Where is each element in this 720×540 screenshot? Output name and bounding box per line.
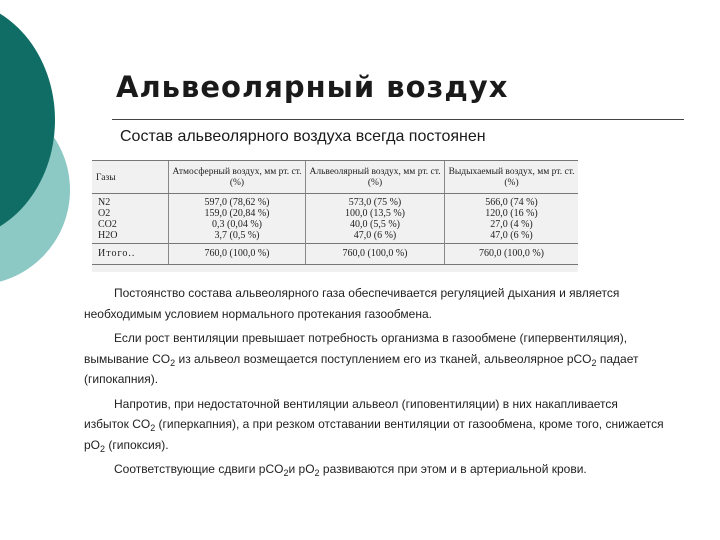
text-segment: развиваются при этом и в артериальной крови. bbox=[319, 462, 587, 476]
table-row bbox=[92, 230, 578, 244]
header-exhaled: Выдыхаемый воздух, мм рт. ст. (%) bbox=[445, 161, 578, 194]
cell-exhaled: 27,0 (4 %) bbox=[445, 219, 578, 230]
table-row bbox=[92, 194, 578, 209]
header-alveolar: Альвеолярный воздух, мм рт. ст. (%) bbox=[305, 161, 444, 194]
cell-alveolar: 100,0 (13,5 %) bbox=[305, 208, 444, 219]
cell-atmospheric: 597,0 (78,62 %) bbox=[169, 194, 306, 209]
cell-gas: H2O bbox=[98, 230, 118, 241]
cell-alveolar: 47,0 (6 %) bbox=[305, 230, 444, 244]
subscript: 2 bbox=[100, 443, 106, 454]
subscript: 2 bbox=[283, 468, 289, 478]
cell-alveolar: 573,0 (75 %) bbox=[305, 194, 444, 209]
slide-subtitle: Состав альвеолярного воздуха всегда постоянен bbox=[120, 128, 486, 145]
table-row bbox=[92, 219, 578, 230]
cell-exhaled: 566,0 (74 %) bbox=[445, 194, 578, 209]
paragraph-regulation: Постоянство состава альвеолярного газа обеспечивается регуляцией дыхания и является необходимым условием нормального протекания газообмена. bbox=[84, 286, 620, 321]
cell-atmospheric: 0,3 (0,04 %) bbox=[169, 219, 306, 230]
cell-total-alveolar: 760,0 (100,0 %) bbox=[305, 244, 444, 265]
cell-atmospheric: 3,7 (0,5 %) bbox=[169, 230, 306, 244]
text-segment: Напротив, при недостаточной вентиляции альвеол (гиповентиляции) в них накапливается избыток CO bbox=[84, 396, 618, 431]
cell-exhaled: 120,0 (16 %) bbox=[445, 208, 578, 219]
text-segment: (гиперкапния), а при резком отставании вентиляции от газообмена, кроме того, снижается pO bbox=[84, 417, 664, 452]
cell-exhaled: 47,0 (6 %) bbox=[445, 230, 578, 244]
subscript: 2 bbox=[150, 423, 156, 433]
paragraph-arterial bbox=[84, 459, 664, 480]
text-segment: и pO bbox=[288, 462, 315, 476]
title-divider bbox=[112, 119, 684, 120]
cell-gas: CO2 bbox=[98, 219, 117, 230]
subscript: 2 bbox=[314, 468, 320, 478]
text-segment: из альвеол возмещается поступлением его из тканей, альвеолярное pCO bbox=[175, 351, 592, 366]
text-segment: (гипоксия). bbox=[105, 437, 169, 452]
cell-alveolar: 40,0 (5,5 %) bbox=[305, 219, 444, 230]
cell-total-exhaled: 760,0 (100,0 %) bbox=[445, 244, 578, 265]
header-atmospheric: Атмосферный воздух, мм рт. ст. (%) bbox=[169, 161, 306, 194]
cell-atmospheric: 159,0 (20,84 %) bbox=[169, 208, 306, 219]
paragraph-hypoventilation bbox=[84, 394, 664, 456]
table-row bbox=[92, 208, 578, 219]
header-gas: Газы bbox=[92, 161, 169, 194]
table-total-row bbox=[92, 244, 578, 265]
text-segment: Соответствующие сдвиги pCO bbox=[114, 462, 284, 476]
cell-gas: N2 bbox=[98, 197, 111, 208]
subscript: 2 bbox=[170, 357, 176, 368]
subscript: 2 bbox=[591, 357, 597, 368]
cell-total-atmospheric: 760,0 (100,0 %) bbox=[169, 244, 306, 265]
cell-total-label: Итого.. bbox=[92, 244, 169, 265]
paragraph-hyperventilation bbox=[84, 328, 664, 390]
gas-composition-table bbox=[92, 160, 578, 272]
text-segment: падает (гипокапния). bbox=[84, 351, 639, 386]
cell-gas: O2 bbox=[98, 208, 111, 219]
table-header-row bbox=[92, 161, 578, 194]
slide-title: Альвеолярный воздух bbox=[116, 70, 509, 104]
body-text bbox=[84, 283, 664, 484]
text-segment: Если рост вентиляции превышает потребность организма в газообмене (гипервентиляция), вымывание CO bbox=[84, 331, 628, 366]
